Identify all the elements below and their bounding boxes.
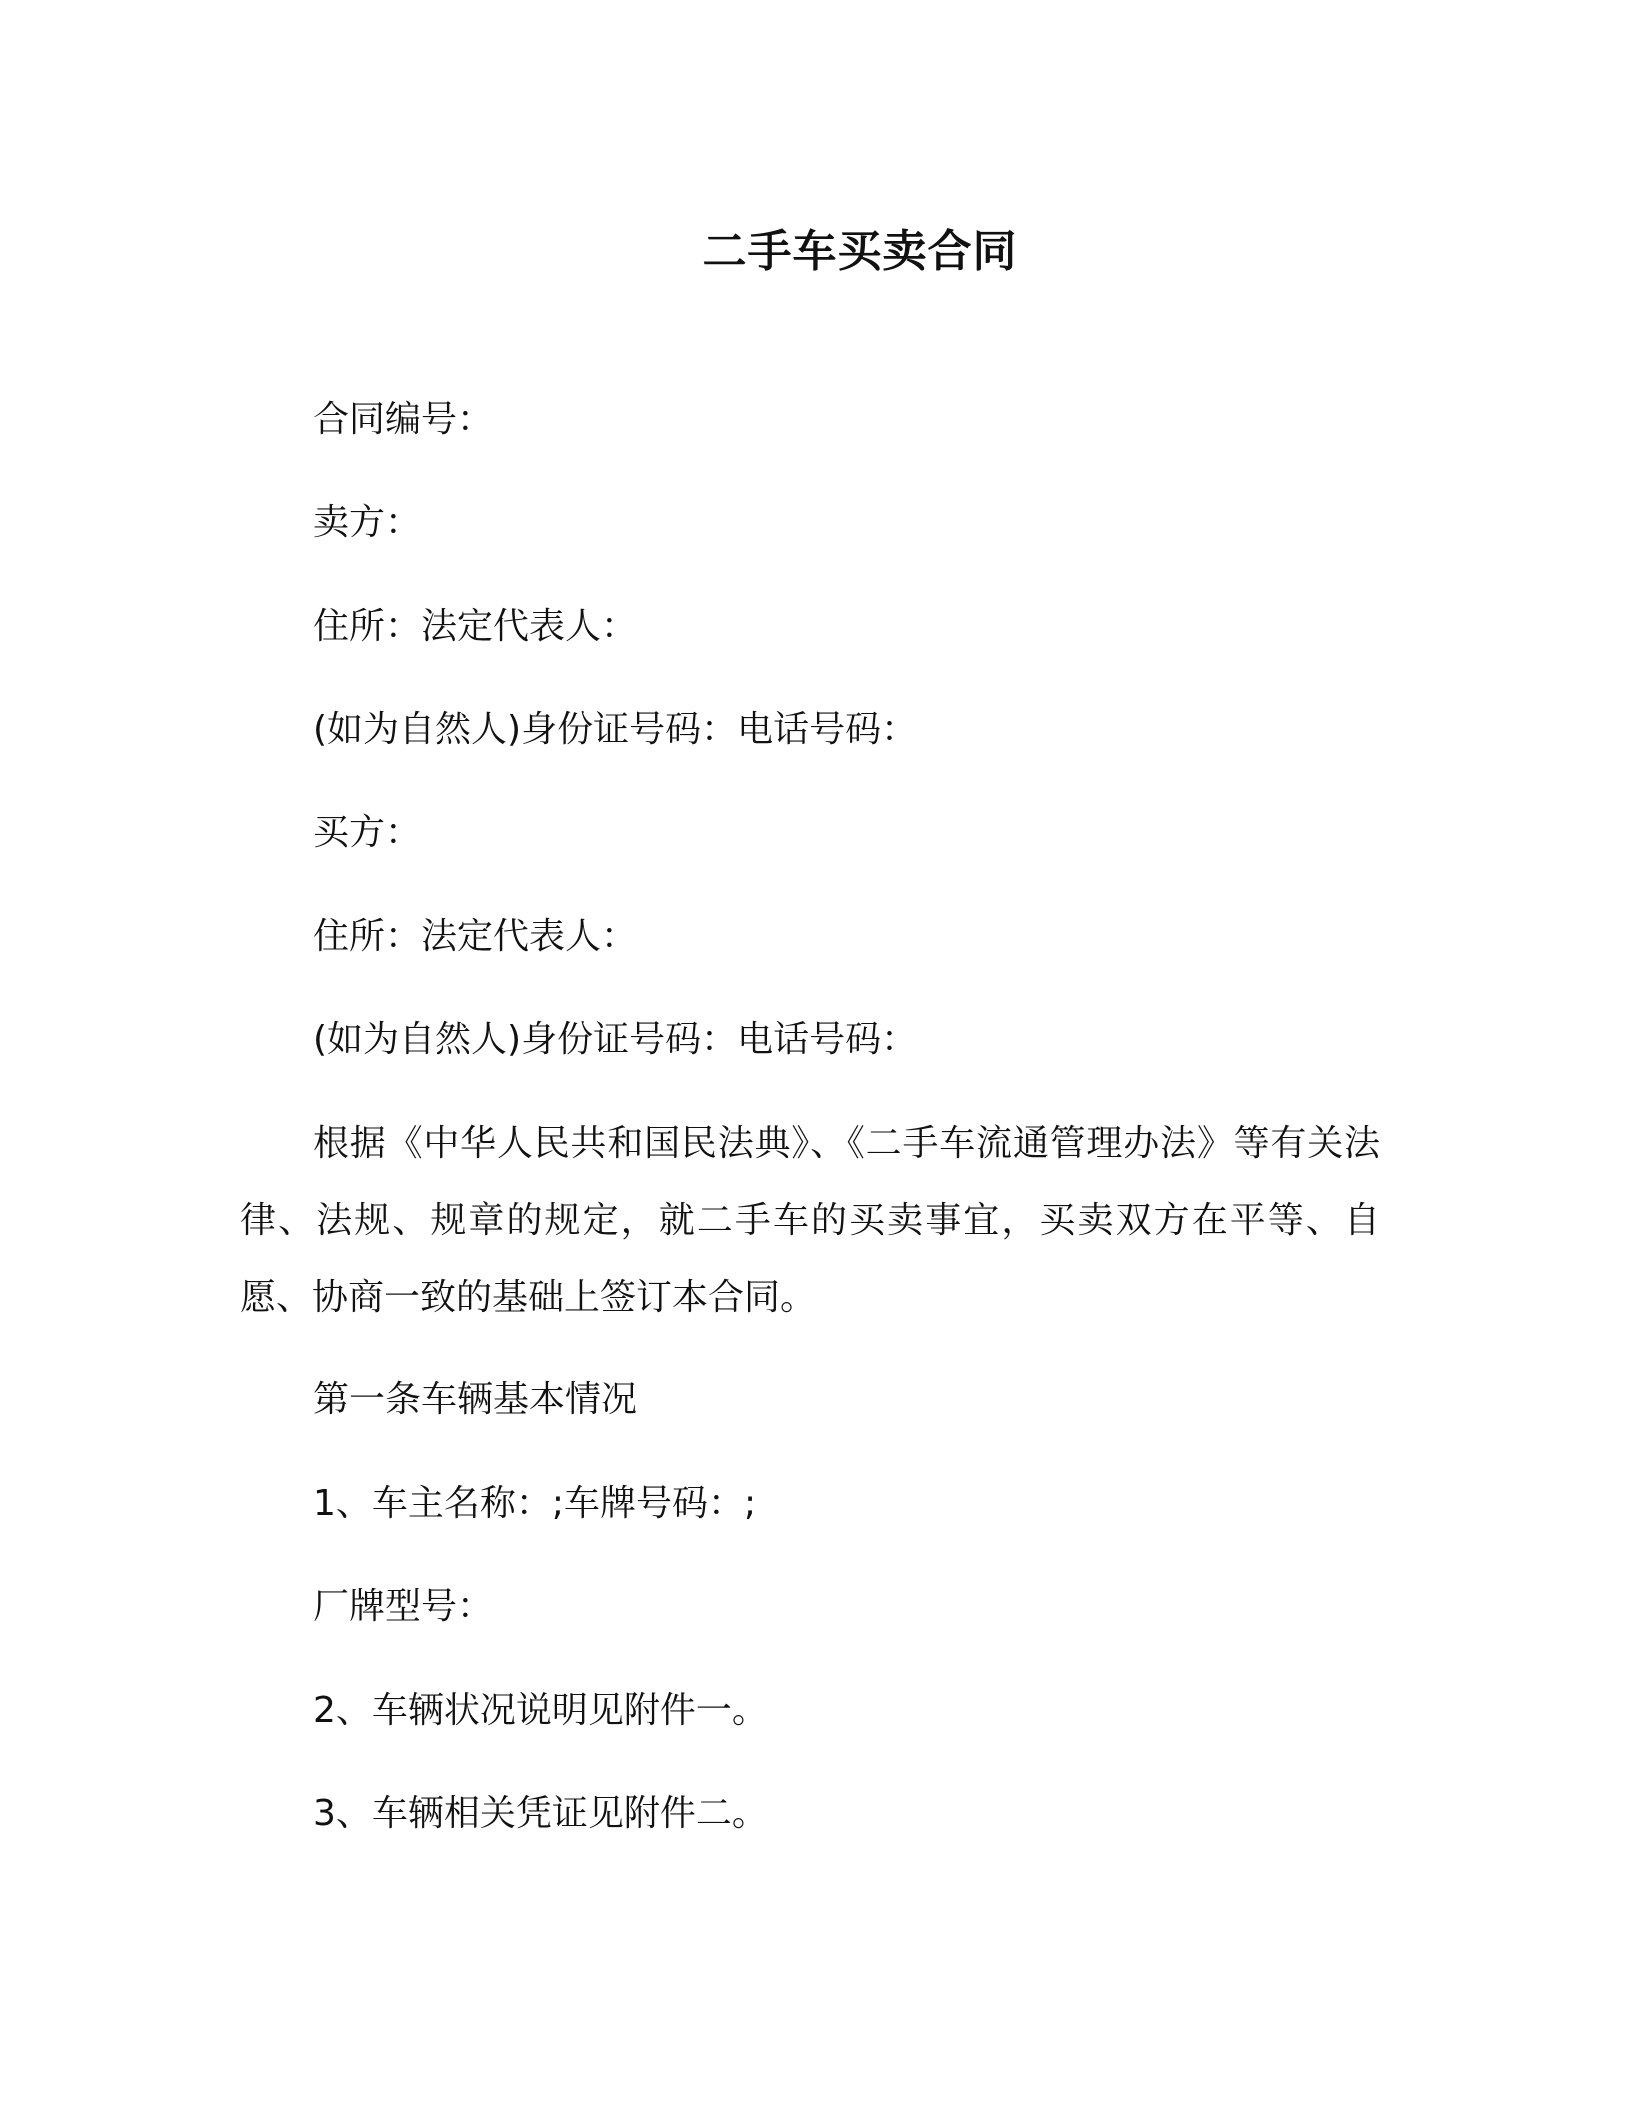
seller-address-line: 住所：法定代表人：: [313, 606, 638, 647]
buyer-address-line: 住所：法定代表人：: [313, 916, 638, 957]
contract-number-line: 合同编号：: [313, 399, 494, 440]
article-1-item-1: 1、车主名称：;车牌号码：;: [313, 1483, 757, 1524]
article-1-item-2: 2、车辆状况说明见附件一。: [313, 1690, 768, 1731]
preamble-paragraph: 根据《中华人民共和国民法典》、《二手车流通管理办法》等有关法律、法规、规章的规定，就二手车的买卖事宜，买卖双方在平等、自愿、协商一致的基础上签订本合同。: [240, 1123, 1380, 1318]
buyer-line: 买方：: [313, 812, 422, 853]
brand-model-line: 厂牌型号：: [313, 1586, 494, 1627]
seller-line: 卖方：: [313, 502, 422, 543]
article-1-heading: 第一条车辆基本情况: [313, 1379, 638, 1420]
article-1-item-3: 3、车辆相关凭证见附件二。: [313, 1793, 768, 1834]
document-title: 二手车买卖合同: [702, 226, 1018, 277]
buyer-id-line: (如为自然人)身份证号码：电话号码：: [313, 1019, 918, 1060]
seller-id-line: (如为自然人)身份证号码：电话号码：: [313, 709, 918, 750]
